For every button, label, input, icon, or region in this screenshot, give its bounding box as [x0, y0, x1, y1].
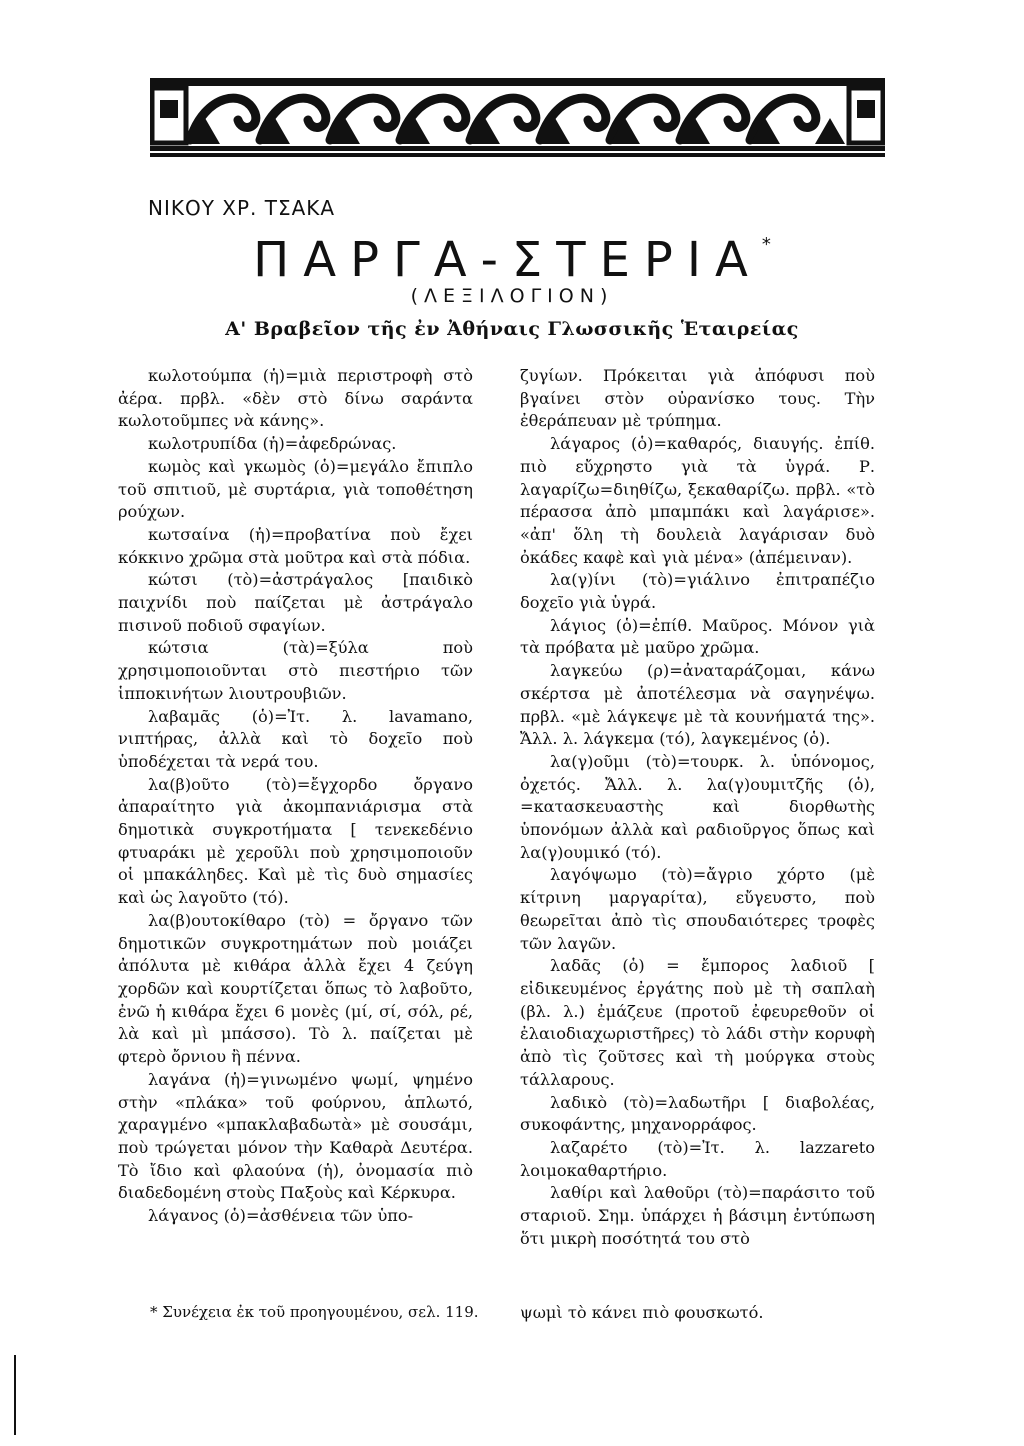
entry-paragraph: λάγαρος (ὁ)=καθαρός, διαυγής. ἐπίθ. πιὸ εὔχρηστο γιὰ τὰ ὑγρά. Ρ. λαγαρίζω=διηθίζω, ξεκαθαρίζω. πρβλ. «τὸ πέρασσα ἀπὸ μπαμπάκι καὶ λαγάρισε». «ἀπ' ὅλη τὴ δουλειὰ λαγάρισαν δυὸ ὀκάδες καφὲ καὶ γιὰ μένα» (ἀπέμειναν).: [520, 434, 875, 567]
article-subtitle: (ΛΕΞΙΛΟΓΙΟΝ): [410, 285, 614, 307]
entry-paragraph: λα(γ)οῦμι (τὸ)=τουρκ. λ. ὑπόνομος, ὀχετός. Ἄλλ. λ. λα(γ)ουμιτζῆς (ὁ), =κατασκευαστὴς καὶ διορθωτὴς ὑπονόμων ἀλλὰ καὶ ραδιοῦργος ὅπως καὶ λα(γ)ουμικό (τό).: [520, 751, 875, 862]
entry-paragraph: λαγόψωμο (τὸ)=ἄγριο χόρτο (μὲ κίτρινη μαργαρίτα), εὔγευστο, ποὺ θεωρεῖται ἀπὸ τὶς σπουδαιότερες τροφὲς τῶν λαγῶν.: [520, 865, 875, 953]
entry-paragraph: κωλοτούμπα (ἡ)=μιὰ περιστροφὴ στὸ ἀέρα. πρβλ. «δὲν στὸ δίνω σαράντα κωλοτοῦμπες νὰ κάνης».: [118, 366, 473, 431]
entry-paragraph: λα(β)ουτοκίθαρο (τὸ) = ὄργανο τῶν δημοτικῶν συγκροτημάτων ποὺ μοιάζει ἀπόλυτα μὲ κιθάρα ἀλλὰ ἔχει 4 ζεύγη χορδῶν καὶ κουρτίζεται ὅπως τὸ λαβοῦτο, ἐνῶ ἡ κιθάρα ἔχει 6 μονὲς (μί, σί, σόλ, ρέ, λὰ καὶ μὶ μπάσσο). Τὸ λ. παίζεται μὲ φτερὸ ὄρνιου ἢ πέννα.: [118, 910, 473, 1067]
article-title-text: ΠΑΡΓΑ-ΣΤΕΡΙΑ: [253, 232, 762, 288]
entry-paragraph: λαδᾶς (ὁ) = ἔμπορος λαδιοῦ [ εἰδικευμένος ἐργάτης ποὺ μὲ τὴ σαπλαὴ (βλ. λ.) ἐμάζευε (προτοῦ ἐφευρεθοῦν οἱ ἐλαιοδιαχωριστῆρες) τὸ λάδι στὴν κορυφὴ ἀπὸ τὶς ζοῦτσες καὶ τὴ μούργκα στοὺς τάλλαρους.: [520, 956, 875, 1089]
entry-paragraph: λα(β)οῦτο (τὸ)=ἔγχορδο ὄργανο ἀπαραίτητο γιὰ ἀκομπανιάρισμα στὰ δημοτικὰ συγκροτήματα [ τενεκεδένιο φτυαράκι μὲ χεροῦλι ποὺ χρησιμοποιοῦν οἱ μπακάληδες. Καὶ μὲ τὶς δυὸ σημασίες καὶ ὡς λαγοῦτο (τό).: [118, 774, 473, 908]
column-last-line: ψωμὶ τὸ κάνει πιὸ φουσκωτό.: [520, 1303, 764, 1322]
entry-paragraph: κωμὸς καὶ γκωμὸς (ὁ)=μεγάλο ἔπιπλο τοῦ σπιτιοῦ, μὲ συρτάρια, γιὰ τοποθέτηση ρούχων.: [118, 456, 473, 522]
entry-paragraph: λα(γ)ίνι (τὸ)=γιάλινο ἐπιτραπέζιο δοχεῖο γιὰ ὑγρά.: [520, 570, 875, 613]
left-column: [118, 365, 473, 1228]
award-line: Α' Βραβεῖον τῆς ἐν Ἀθήναις Γλωσσικῆς Ἑταιρείας: [225, 318, 799, 340]
title-footnote-mark: *: [761, 234, 771, 255]
footnote: * Συνέχεια ἐκ τοῦ προηγουμένου, σελ. 119.: [150, 1303, 479, 1321]
entry-paragraph: κωτσαίνα (ἡ)=προβατίνα ποὺ ἔχει κόκκινο χρῶμα στὰ μοῦτρα καὶ στὰ πόδια.: [118, 524, 473, 567]
entry-paragraph: κωλοτρυπίδα (ἡ)=ἀφεδρώνας.: [148, 434, 397, 454]
right-column: [520, 365, 875, 1250]
author-name: ΝΙΚΟΥ ΧΡ. ΤΣΑΚΑ: [148, 196, 336, 220]
entry-paragraph: ζυγίων. Πρόκειται γιὰ ἀπόφυσι ποὺ βγαίνει στὸν οὐρανίσκο τους. Τὴν ἐθεράπευαν μὲ τρύπημα.: [520, 366, 875, 431]
entry-paragraph: λαδικὸ (τὸ)=λαδωτῆρι [ διαβολέας, συκοφάντης, μηχανορράφος.: [520, 1092, 875, 1135]
entry-paragraph: λάγιος (ὁ)=ἐπίθ. Μαῦρος. Μόνον γιὰ τὰ πρόβατα μὲ μαῦρο χρῶμα.: [520, 615, 875, 658]
entry-paragraph: λαγάνα (ἡ)=γινωμένο ψωμί, ψημένο στὴν «πλάκα» τοῦ φούρνου, ἁπλωτό, χαραγμένο «μπακλαβαδωτὰ» μὲ σουσάμι, ποὺ τρώγεται μόνον τὴν Καθαρὰ Δευτέρα. Τὸ ἴδιο καὶ φλαούνα (ἡ), ὀνομασία πιὸ διαδεδομένη στοὺς Παξοὺς καὶ Κέρκυρα.: [118, 1069, 473, 1203]
scan-edge-mark: [14, 1355, 16, 1435]
entry-paragraph: λαθίρι καὶ λαθοῦρι (τὸ)=παράσιτο τοῦ σταριοῦ. Σημ. ὑπάρχει ἡ βάσιμη ἐντύπωση ὅτι μικρὴ ποσότητά του στὸ: [520, 1183, 875, 1248]
entry-paragraph: λαζαρέτο (τὸ)=Ἰτ. λ. lazzareto λοιμοκαθαρτήριο.: [520, 1137, 875, 1180]
entry-paragraph: κώτσι (τὸ)=ἀστράγαλος [παιδικὸ παιχνίδι ποὺ παίζεται μὲ ἀστράγαλο πισινοῦ ποδιοῦ σφαγίων.: [118, 570, 473, 635]
article-title: [0, 232, 1024, 288]
entry-paragraph: λάγανος (ὁ)=ἀσθένεια τῶν ὑπο-: [148, 1206, 414, 1226]
entry-paragraph: λαγκεύω (ρ)=ἀναταράζομαι, κάνω σκέρτσα μὲ ἀποτέλεσμα νὰ σαγηνέψω. πρβλ. «μὲ λάγκεψε μὲ τὰ κουνήματά της». Ἄλλ. λ. λάγκεμα (τό), λαγκεμένος (ὁ).: [520, 661, 875, 749]
entry-paragraph: λαβαμᾶς (ὁ)=Ἰτ. λ. lavamano, νιπτήρας, ἀλλὰ καὶ τὸ δοχεῖο ποὺ ὑποδέχεται τὰ νερά του.: [118, 706, 473, 771]
meander-border-ornament: [150, 78, 885, 158]
entry-paragraph: κώτσια (τὰ)=ξύλα ποὺ χρησιμοποιοῦνται στὸ πιεστήριο τῶν ἱπποκινήτων λιουτρουβιῶν.: [118, 638, 473, 703]
